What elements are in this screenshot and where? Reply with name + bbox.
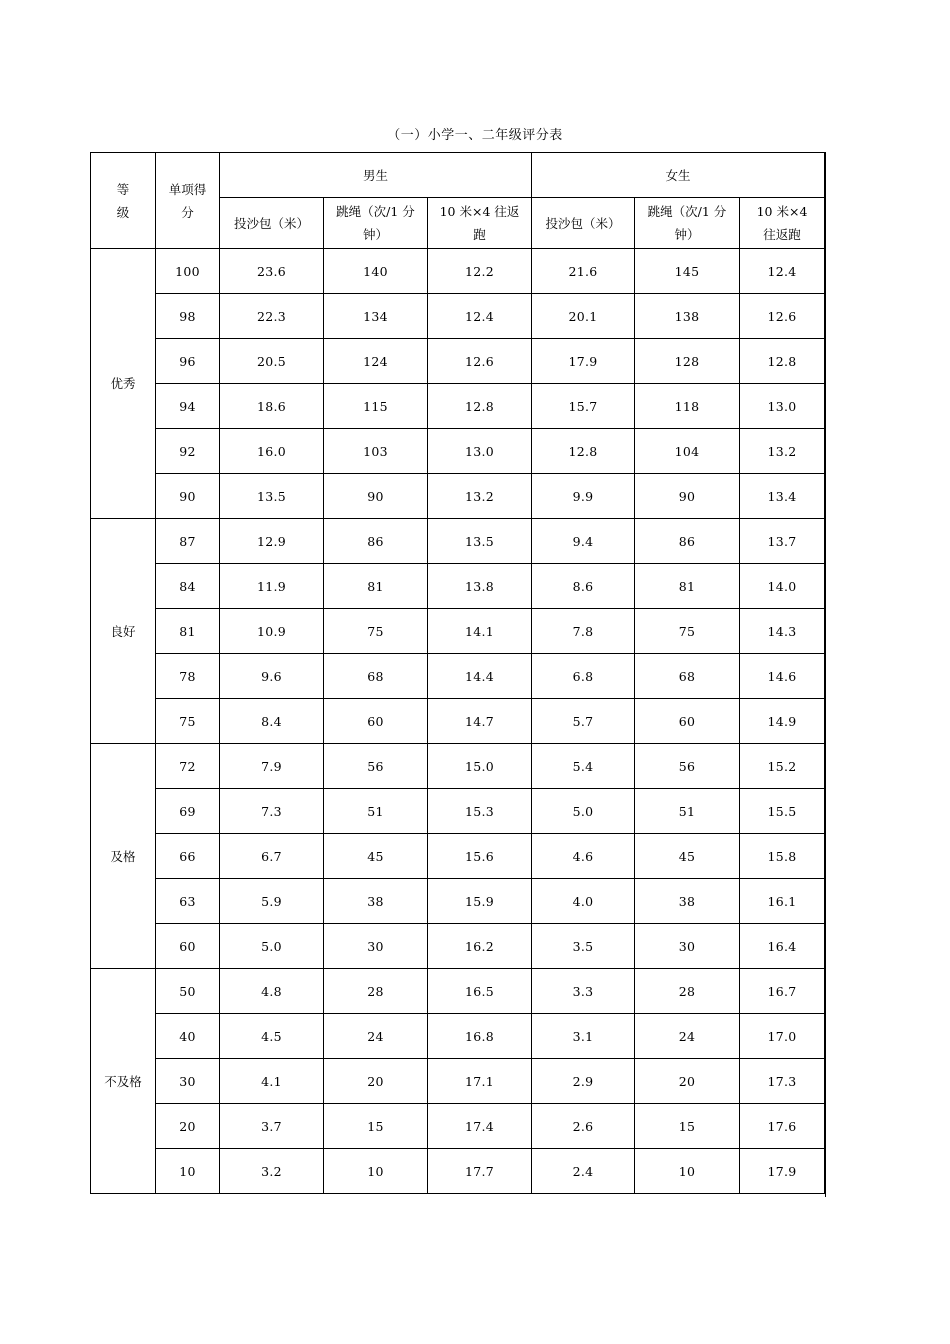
value-cell: 15.8 [740, 834, 825, 879]
value-cell: 11.9 [220, 564, 324, 609]
value-cell: 134 [324, 294, 428, 339]
value-cell: 21.6 [532, 249, 635, 294]
table-row [91, 249, 825, 294]
score-cell: 81 [156, 609, 220, 654]
value-cell: 28 [324, 969, 428, 1014]
value-cell: 5.7 [532, 699, 635, 744]
male-header: 男生 [220, 153, 532, 198]
grade-label: 优秀 [91, 249, 156, 519]
value-cell: 12.6 [428, 339, 532, 384]
value-cell: 86 [324, 519, 428, 564]
value-cell: 22.3 [220, 294, 324, 339]
value-cell: 3.2 [220, 1149, 324, 1194]
value-cell: 5.4 [532, 744, 635, 789]
score-header-text: 单项得 分 [168, 181, 207, 220]
value-cell: 16.2 [428, 924, 532, 969]
value-cell: 12.8 [428, 384, 532, 429]
score-cell: 69 [156, 789, 220, 834]
value-cell: 9.6 [220, 654, 324, 699]
value-cell: 28 [635, 969, 740, 1014]
value-cell: 14.4 [428, 654, 532, 699]
value-cell: 7.8 [532, 609, 635, 654]
value-cell: 14.9 [740, 699, 825, 744]
score-cell: 87 [156, 519, 220, 564]
value-cell: 6.7 [220, 834, 324, 879]
value-cell: 86 [635, 519, 740, 564]
value-cell: 15.2 [740, 744, 825, 789]
value-cell: 5.0 [532, 789, 635, 834]
value-cell: 90 [635, 474, 740, 519]
subheader-5: 10 米×4 往返跑 [740, 198, 825, 249]
score-cell: 20 [156, 1104, 220, 1149]
value-cell: 16.5 [428, 969, 532, 1014]
value-cell: 13.8 [428, 564, 532, 609]
value-cell: 8.6 [532, 564, 635, 609]
score-cell: 60 [156, 924, 220, 969]
score-cell: 84 [156, 564, 220, 609]
value-cell: 56 [324, 744, 428, 789]
score-cell: 72 [156, 744, 220, 789]
value-cell: 17.7 [428, 1149, 532, 1194]
value-cell: 18.6 [220, 384, 324, 429]
value-cell: 17.9 [740, 1149, 825, 1194]
value-cell: 20.5 [220, 339, 324, 384]
value-cell: 13.5 [428, 519, 532, 564]
value-cell: 13.0 [428, 429, 532, 474]
value-cell: 145 [635, 249, 740, 294]
table-row [91, 1104, 825, 1149]
score-cell: 30 [156, 1059, 220, 1104]
value-cell: 138 [635, 294, 740, 339]
value-cell: 16.0 [220, 429, 324, 474]
value-cell: 10.9 [220, 609, 324, 654]
score-cell: 50 [156, 969, 220, 1014]
value-cell: 90 [324, 474, 428, 519]
value-cell: 17.3 [740, 1059, 825, 1104]
score-cell: 40 [156, 1014, 220, 1059]
value-cell: 68 [324, 654, 428, 699]
value-cell: 38 [635, 879, 740, 924]
table-row [91, 744, 825, 789]
table-row [91, 609, 825, 654]
value-cell: 60 [324, 699, 428, 744]
value-cell: 5.0 [220, 924, 324, 969]
value-cell: 14.6 [740, 654, 825, 699]
value-cell: 4.6 [532, 834, 635, 879]
value-cell: 24 [635, 1014, 740, 1059]
value-cell: 3.5 [532, 924, 635, 969]
grade-header-text: 等 级 [116, 181, 130, 220]
value-cell: 20.1 [532, 294, 635, 339]
value-cell: 9.9 [532, 474, 635, 519]
score-cell: 63 [156, 879, 220, 924]
value-cell: 12.8 [740, 339, 825, 384]
score-cell: 78 [156, 654, 220, 699]
value-cell: 14.3 [740, 609, 825, 654]
value-cell: 12.2 [428, 249, 532, 294]
value-cell: 9.4 [532, 519, 635, 564]
value-cell: 13.2 [740, 429, 825, 474]
value-cell: 103 [324, 429, 428, 474]
value-cell: 140 [324, 249, 428, 294]
value-cell: 17.9 [532, 339, 635, 384]
value-cell: 16.7 [740, 969, 825, 1014]
value-cell: 20 [324, 1059, 428, 1104]
value-cell: 2.9 [532, 1059, 635, 1104]
value-cell: 13.5 [220, 474, 324, 519]
value-cell: 15.9 [428, 879, 532, 924]
value-cell: 8.4 [220, 699, 324, 744]
score-cell: 75 [156, 699, 220, 744]
value-cell: 14.1 [428, 609, 532, 654]
table-title: （一）小学一、二年级评分表 [387, 128, 563, 143]
value-cell: 104 [635, 429, 740, 474]
grade-label: 不及格 [91, 969, 156, 1194]
value-cell: 17.6 [740, 1104, 825, 1149]
value-cell: 15 [324, 1104, 428, 1149]
value-cell: 10 [635, 1149, 740, 1194]
score-cell: 98 [156, 294, 220, 339]
value-cell: 45 [324, 834, 428, 879]
value-cell: 4.0 [532, 879, 635, 924]
subheader-4: 跳绳（次/1 分 钟） [635, 198, 740, 249]
value-cell: 3.1 [532, 1014, 635, 1059]
table-right-edge [825, 152, 826, 1197]
value-cell: 13.2 [428, 474, 532, 519]
value-cell: 16.1 [740, 879, 825, 924]
value-cell: 81 [635, 564, 740, 609]
grade-label: 良好 [91, 519, 156, 744]
value-cell: 3.3 [532, 969, 635, 1014]
value-cell: 17.1 [428, 1059, 532, 1104]
subheader-2: 10 米×4 往返 跑 [428, 198, 532, 249]
value-cell: 5.9 [220, 879, 324, 924]
value-cell: 10 [324, 1149, 428, 1194]
value-cell: 17.0 [740, 1014, 825, 1059]
female-header: 女生 [532, 153, 825, 198]
value-cell: 12.9 [220, 519, 324, 564]
value-cell: 75 [324, 609, 428, 654]
score-cell: 66 [156, 834, 220, 879]
value-cell: 15.6 [428, 834, 532, 879]
value-cell: 124 [324, 339, 428, 384]
score-cell: 94 [156, 384, 220, 429]
value-cell: 118 [635, 384, 740, 429]
value-cell: 60 [635, 699, 740, 744]
value-cell: 51 [635, 789, 740, 834]
table-row [91, 699, 825, 744]
table-row [91, 879, 825, 924]
value-cell: 75 [635, 609, 740, 654]
table-row [91, 924, 825, 969]
value-cell: 2.6 [532, 1104, 635, 1149]
value-cell: 4.5 [220, 1014, 324, 1059]
subheader-0: 投沙包（米） [220, 198, 324, 249]
value-cell: 45 [635, 834, 740, 879]
subheader-1: 跳绳（次/1 分 钟） [324, 198, 428, 249]
value-cell: 17.4 [428, 1104, 532, 1149]
table-row [91, 789, 825, 834]
table-row [91, 834, 825, 879]
table-row [91, 384, 825, 429]
score-cell: 100 [156, 249, 220, 294]
value-cell: 38 [324, 879, 428, 924]
subheader-3: 投沙包（米） [532, 198, 635, 249]
value-cell: 16.8 [428, 1014, 532, 1059]
table-row [91, 519, 825, 564]
score-cell: 90 [156, 474, 220, 519]
header-row-1 [91, 153, 825, 198]
value-cell: 15.3 [428, 789, 532, 834]
value-cell: 30 [324, 924, 428, 969]
score-cell: 92 [156, 429, 220, 474]
value-cell: 68 [635, 654, 740, 699]
value-cell: 15.7 [532, 384, 635, 429]
value-cell: 16.4 [740, 924, 825, 969]
table-row [91, 1014, 825, 1059]
value-cell: 14.0 [740, 564, 825, 609]
value-cell: 15.5 [740, 789, 825, 834]
value-cell: 15 [635, 1104, 740, 1149]
value-cell: 12.4 [428, 294, 532, 339]
value-cell: 13.0 [740, 384, 825, 429]
value-cell: 2.4 [532, 1149, 635, 1194]
table-row [91, 1149, 825, 1194]
value-cell: 7.9 [220, 744, 324, 789]
value-cell: 3.7 [220, 1104, 324, 1149]
table-row [91, 654, 825, 699]
value-cell: 115 [324, 384, 428, 429]
value-cell: 4.8 [220, 969, 324, 1014]
value-cell: 12.4 [740, 249, 825, 294]
value-cell: 14.7 [428, 699, 532, 744]
value-cell: 12.8 [532, 429, 635, 474]
value-cell: 51 [324, 789, 428, 834]
table-row [91, 969, 825, 1014]
table-row [91, 474, 825, 519]
value-cell: 12.6 [740, 294, 825, 339]
value-cell: 13.4 [740, 474, 825, 519]
value-cell: 128 [635, 339, 740, 384]
table-row [91, 564, 825, 609]
score-cell: 10 [156, 1149, 220, 1194]
value-cell: 81 [324, 564, 428, 609]
grade-label: 及格 [91, 744, 156, 969]
value-cell: 7.3 [220, 789, 324, 834]
table-row [91, 429, 825, 474]
value-cell: 24 [324, 1014, 428, 1059]
value-cell: 4.1 [220, 1059, 324, 1104]
value-cell: 20 [635, 1059, 740, 1104]
score-cell: 96 [156, 339, 220, 384]
table-row [91, 339, 825, 384]
table-row [91, 1059, 825, 1104]
value-cell: 13.7 [740, 519, 825, 564]
value-cell: 15.0 [428, 744, 532, 789]
value-cell: 23.6 [220, 249, 324, 294]
value-cell: 30 [635, 924, 740, 969]
value-cell: 6.8 [532, 654, 635, 699]
score-table [90, 152, 825, 1194]
value-cell: 56 [635, 744, 740, 789]
grade-header [91, 153, 156, 249]
score-header [156, 153, 220, 249]
table-row [91, 294, 825, 339]
